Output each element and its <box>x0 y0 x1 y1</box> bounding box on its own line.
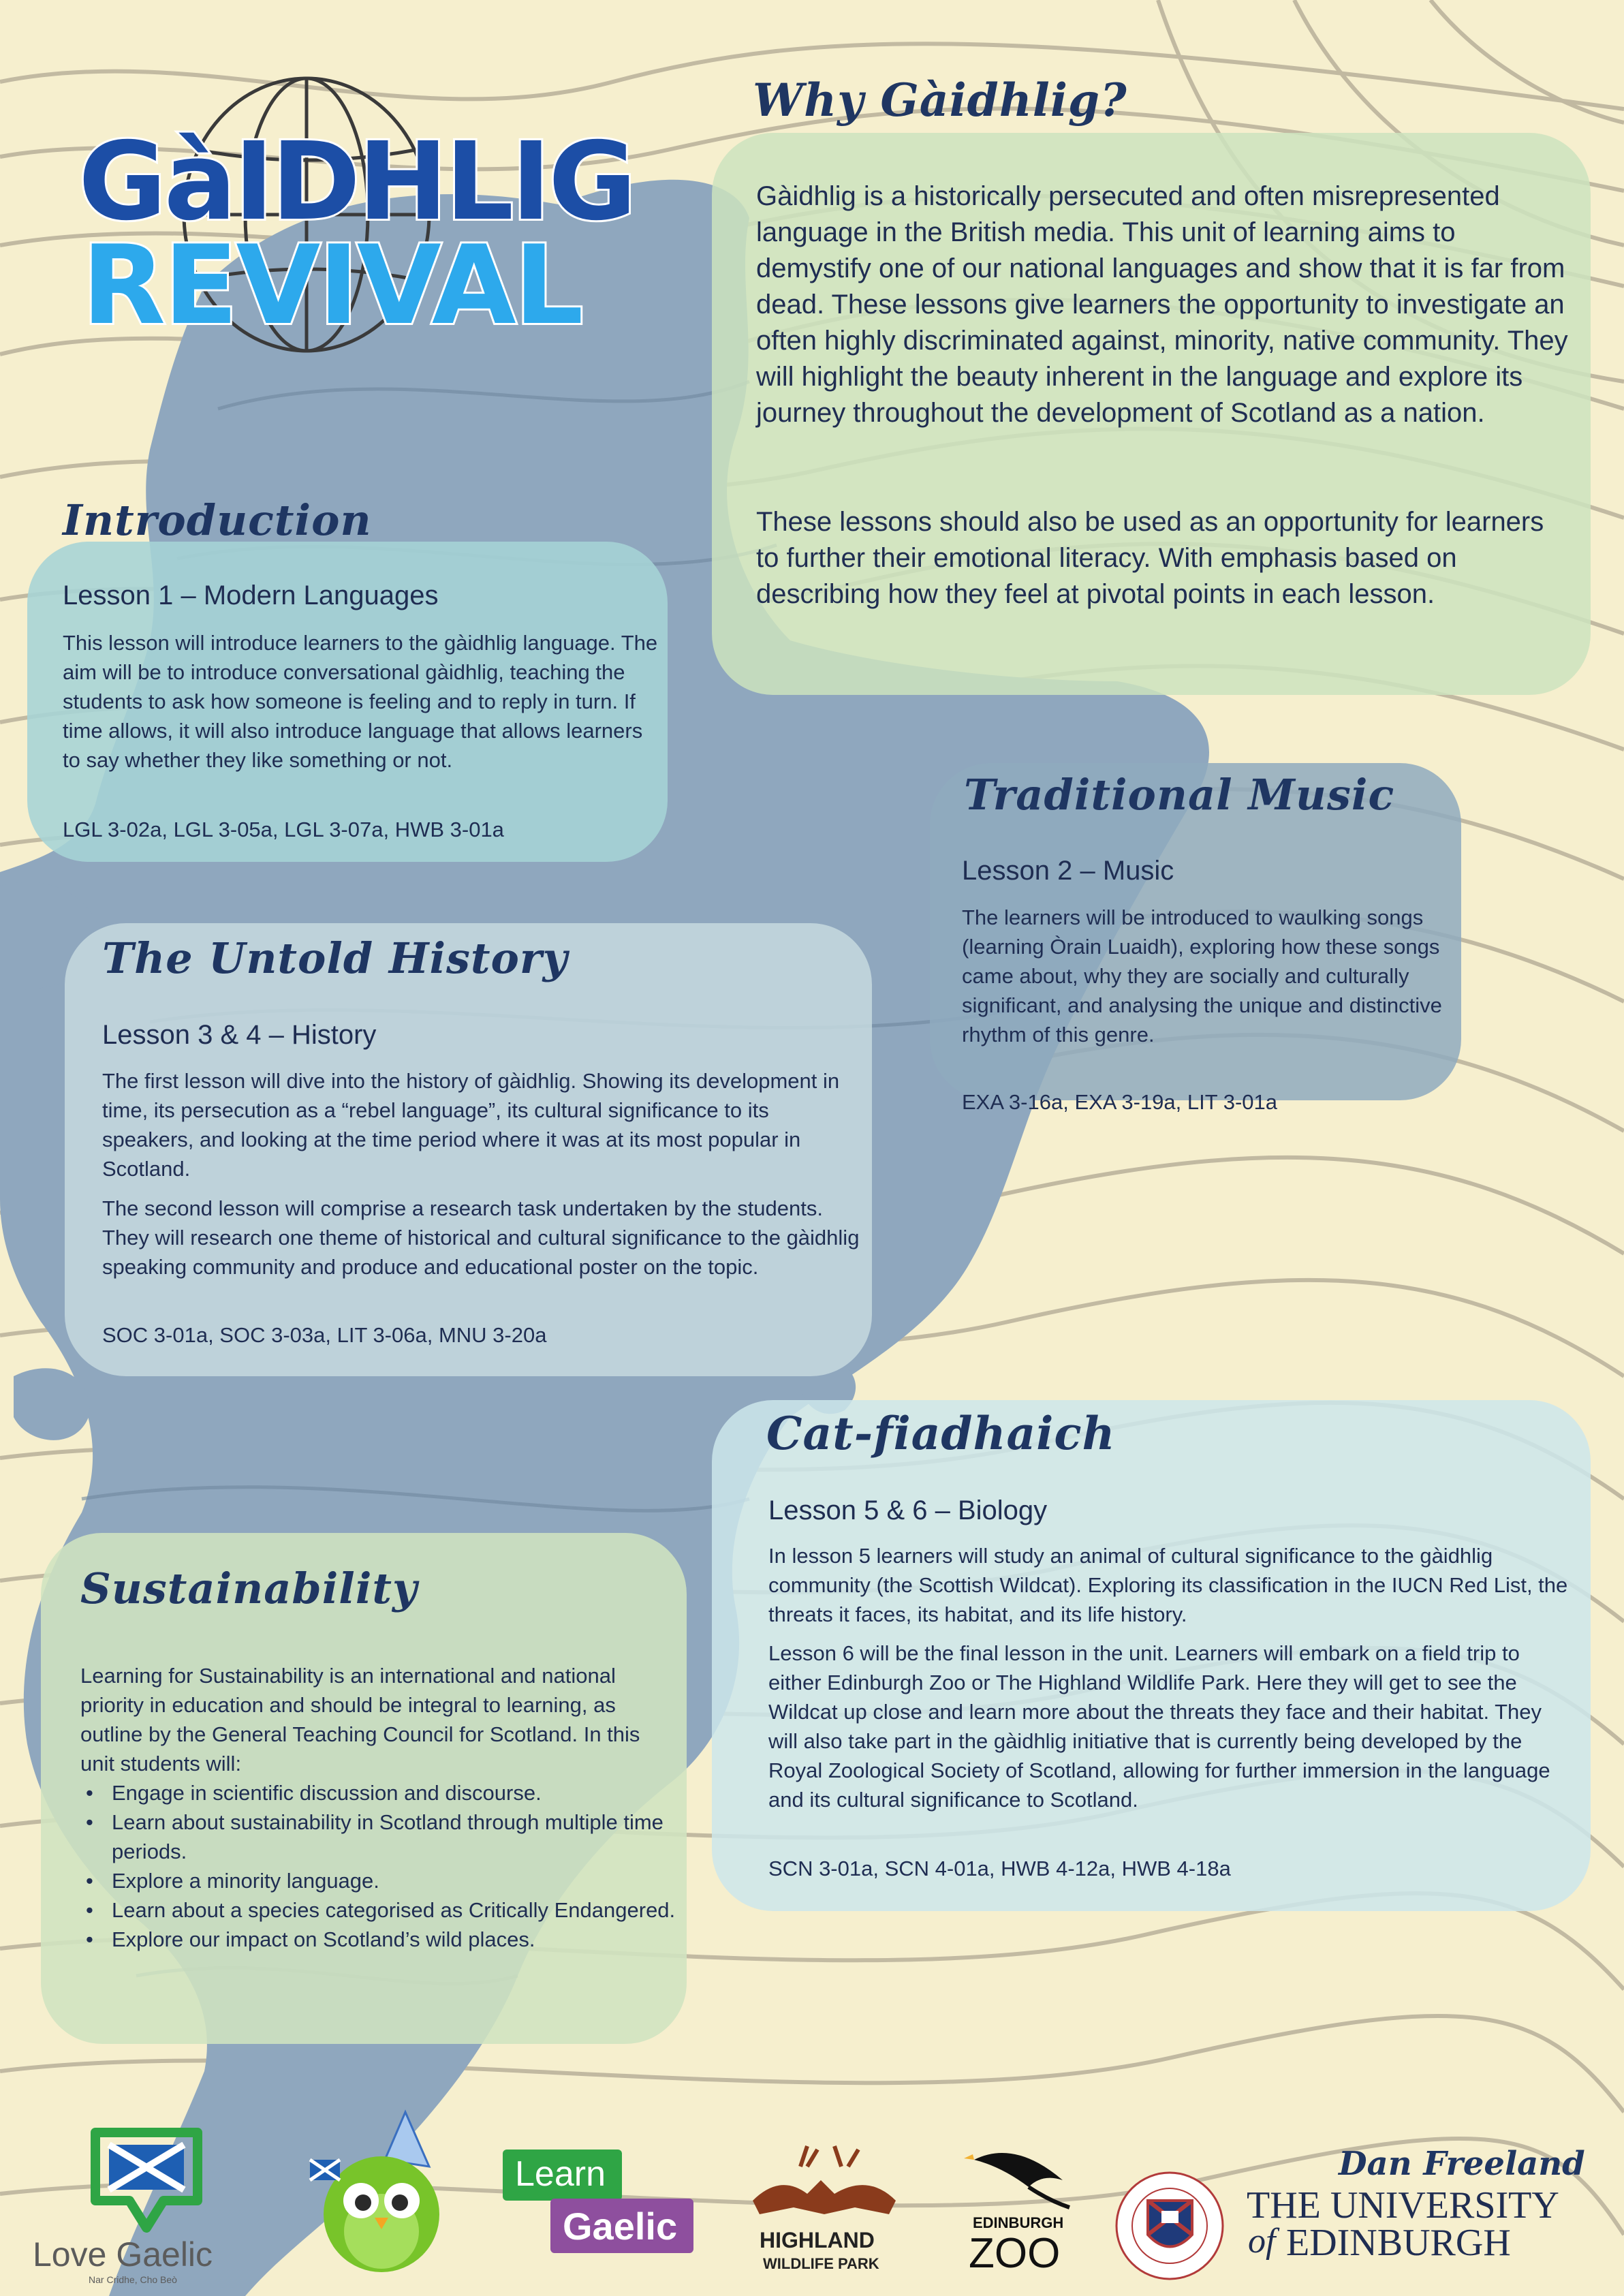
author-name: Dan Freeland <box>1339 2145 1585 2183</box>
gaelic-label: Gaelic <box>563 2205 678 2248</box>
university-seal-logo <box>1114 2170 1226 2282</box>
sustainability-list <box>80 1778 680 1954</box>
university-line1: THE UNIVERSITY <box>1247 2184 1559 2227</box>
owl-mascot-icon <box>303 2105 467 2276</box>
sustainability-intro: Learning for Sustainability is an international and national priority in education and should be integral to learning, as outline by the General Teaching Council for Scotland. In this unit students will: <box>80 1664 640 1775</box>
penguin-icon <box>961 2139 1080 2214</box>
love-gaelic-tagline: Nar Cridhe, Cho Beò <box>89 2274 177 2285</box>
wildcat-body-1: In lesson 5 learners will study an animal of cultural significance to the gàidhlig community (the Scottish Wildcat). Exploring its classification in the IUCN Red List, the threats it faces, its habitat, and its life history. <box>768 1544 1568 1626</box>
history-body-2: The second lesson will comprise a research task undertaken by the students. They will research one theme of historical and cultural significance to the gàidhlig speaking community and produce and educational poster on the topic. <box>102 1196 860 1279</box>
title-gaidhlig: GàIDHLIG <box>78 119 634 245</box>
wildcat-lesson-title: Lesson 5 & 6 – Biology <box>768 1495 1048 1525</box>
wildcat-codes: SCN 3-01a, SCN 4-01a, HWB 4-12a, HWB 4-18a <box>768 1857 1231 1880</box>
introduction-heading: Introduction <box>63 495 372 545</box>
zoo-line1: EDINBURGH <box>973 2214 1064 2231</box>
university-line2: EDINBURGH <box>1286 2222 1511 2264</box>
wildcat-body-2: Lesson 6 will be the final lesson in the unit. Learners will embark on a field trip to either Edinburgh Zoo or The Highland Wildlife Park. Here they will get to see the Wildcat up close and learn more about the threats they face and their habitat. They will also take part in the gàidhlig initiative that is currently being developed by the Royal Zoological Society of Scotland, allowing for further immersion in the language and its cultural significance to Scotland. <box>768 1641 1550 1812</box>
duolingo-owl-logo <box>303 2105 467 2276</box>
sustainability-heading: Sustainability <box>80 1564 418 1613</box>
deer-icon <box>739 2139 909 2228</box>
highland-wildlife-park-logo <box>732 2139 916 2279</box>
edinburgh-zoo-logo <box>961 2139 1080 2282</box>
music-body: The learners will be introduced to waulking songs (learning Òrain Luaidh), exploring how these songs came about, why they are socially and culturally significant, and analysing the unique and distinctive rhythm of this genre. <box>962 905 1442 1046</box>
why-gaidhlig-heading: Why Gàidhlig? <box>753 74 1127 127</box>
introduction-body: This lesson will introduce learners to the gàidhlig language. The aim will be to introduce conversational gàidhlig, teaching the students to ask how someone is feeling and to reply in turn. If time allows, it will also introduce language that allows learners to say whether they like something or not. <box>63 631 658 772</box>
learn-label: Learn <box>515 2154 606 2194</box>
traditional-music-heading: Traditional Music <box>964 770 1395 820</box>
title-revival: REVIVAL <box>82 221 582 349</box>
list-item: • Learn about sustainability in Scotland through multiple time periods. <box>80 1808 680 1866</box>
history-body-1: The first lesson will dive into the history of gàidhlig. Showing its development in time, its persecution as a “rebel language”, its cultural significance to its speakers, and looking at the time period where it was at its most popular in Scotland. <box>102 1069 840 1181</box>
university-of: of <box>1248 2222 1276 2261</box>
highland-line1: HIGHLAND <box>760 2228 875 2252</box>
zoo-line2: ZOO <box>969 2230 1061 2277</box>
introduction-lesson-title: Lesson 1 – Modern Languages <box>63 580 439 610</box>
list-item: • Engage in scientific discussion and discourse. <box>80 1778 680 1808</box>
love-gaelic-heart-icon <box>82 2119 211 2235</box>
title-logo <box>48 61 634 375</box>
list-item: • Explore a minority language. <box>80 1866 680 1895</box>
music-lesson-title: Lesson 2 – Music <box>962 856 1174 886</box>
highland-line2: WILDLIFE PARK <box>763 2255 879 2272</box>
list-item: • Learn about a species categorised as Critically Endangered. <box>80 1895 680 1925</box>
music-codes: EXA 3-16a, EXA 3-19a, LIT 3-01a <box>962 1090 1278 1114</box>
university-crest-icon <box>1114 2170 1226 2282</box>
history-lesson-title: Lesson 3 & 4 – History <box>102 1020 377 1050</box>
history-codes: SOC 3-01a, SOC 3-03a, LIT 3-06a, MNU 3-20a <box>102 1323 547 1347</box>
university-of-edinburgh-wordmark <box>1247 2184 1560 2272</box>
introduction-codes: LGL 3-02a, LGL 3-05a, LGL 3-07a, HWB 3-01a <box>63 818 504 841</box>
cat-fiadhaich-heading: Cat-fiadhaich <box>766 1407 1116 1460</box>
love-gaelic-logo <box>27 2119 266 2285</box>
love-gaelic-name: Love Gaelic <box>33 2235 213 2274</box>
sustainability-body <box>80 1661 680 1954</box>
why-gaidhlig-paragraph-1: Gàidhlig is a historically persecuted and often misrepresented language in the British media. This unit of learning aims to demystify one of our national languages and show that it is far from dead. These lessons give learners the opportunity to investigate an often highly discriminated against, minority, native community. They will highlight the beauty inherent in the language and explore its journey throughout the development of Scotland as a nation. <box>756 181 1568 428</box>
untold-history-heading: The Untold History <box>102 933 568 983</box>
learn-gaelic-logo <box>503 2150 697 2265</box>
list-item: • Explore our impact on Scotland’s wild places. <box>80 1925 680 1954</box>
why-gaidhlig-paragraph-2: These lessons should also be used as an opportunity for learners to further their emotional literacy. With emphasis based on describing how they feel at pivotal points in each lesson. <box>756 507 1544 609</box>
